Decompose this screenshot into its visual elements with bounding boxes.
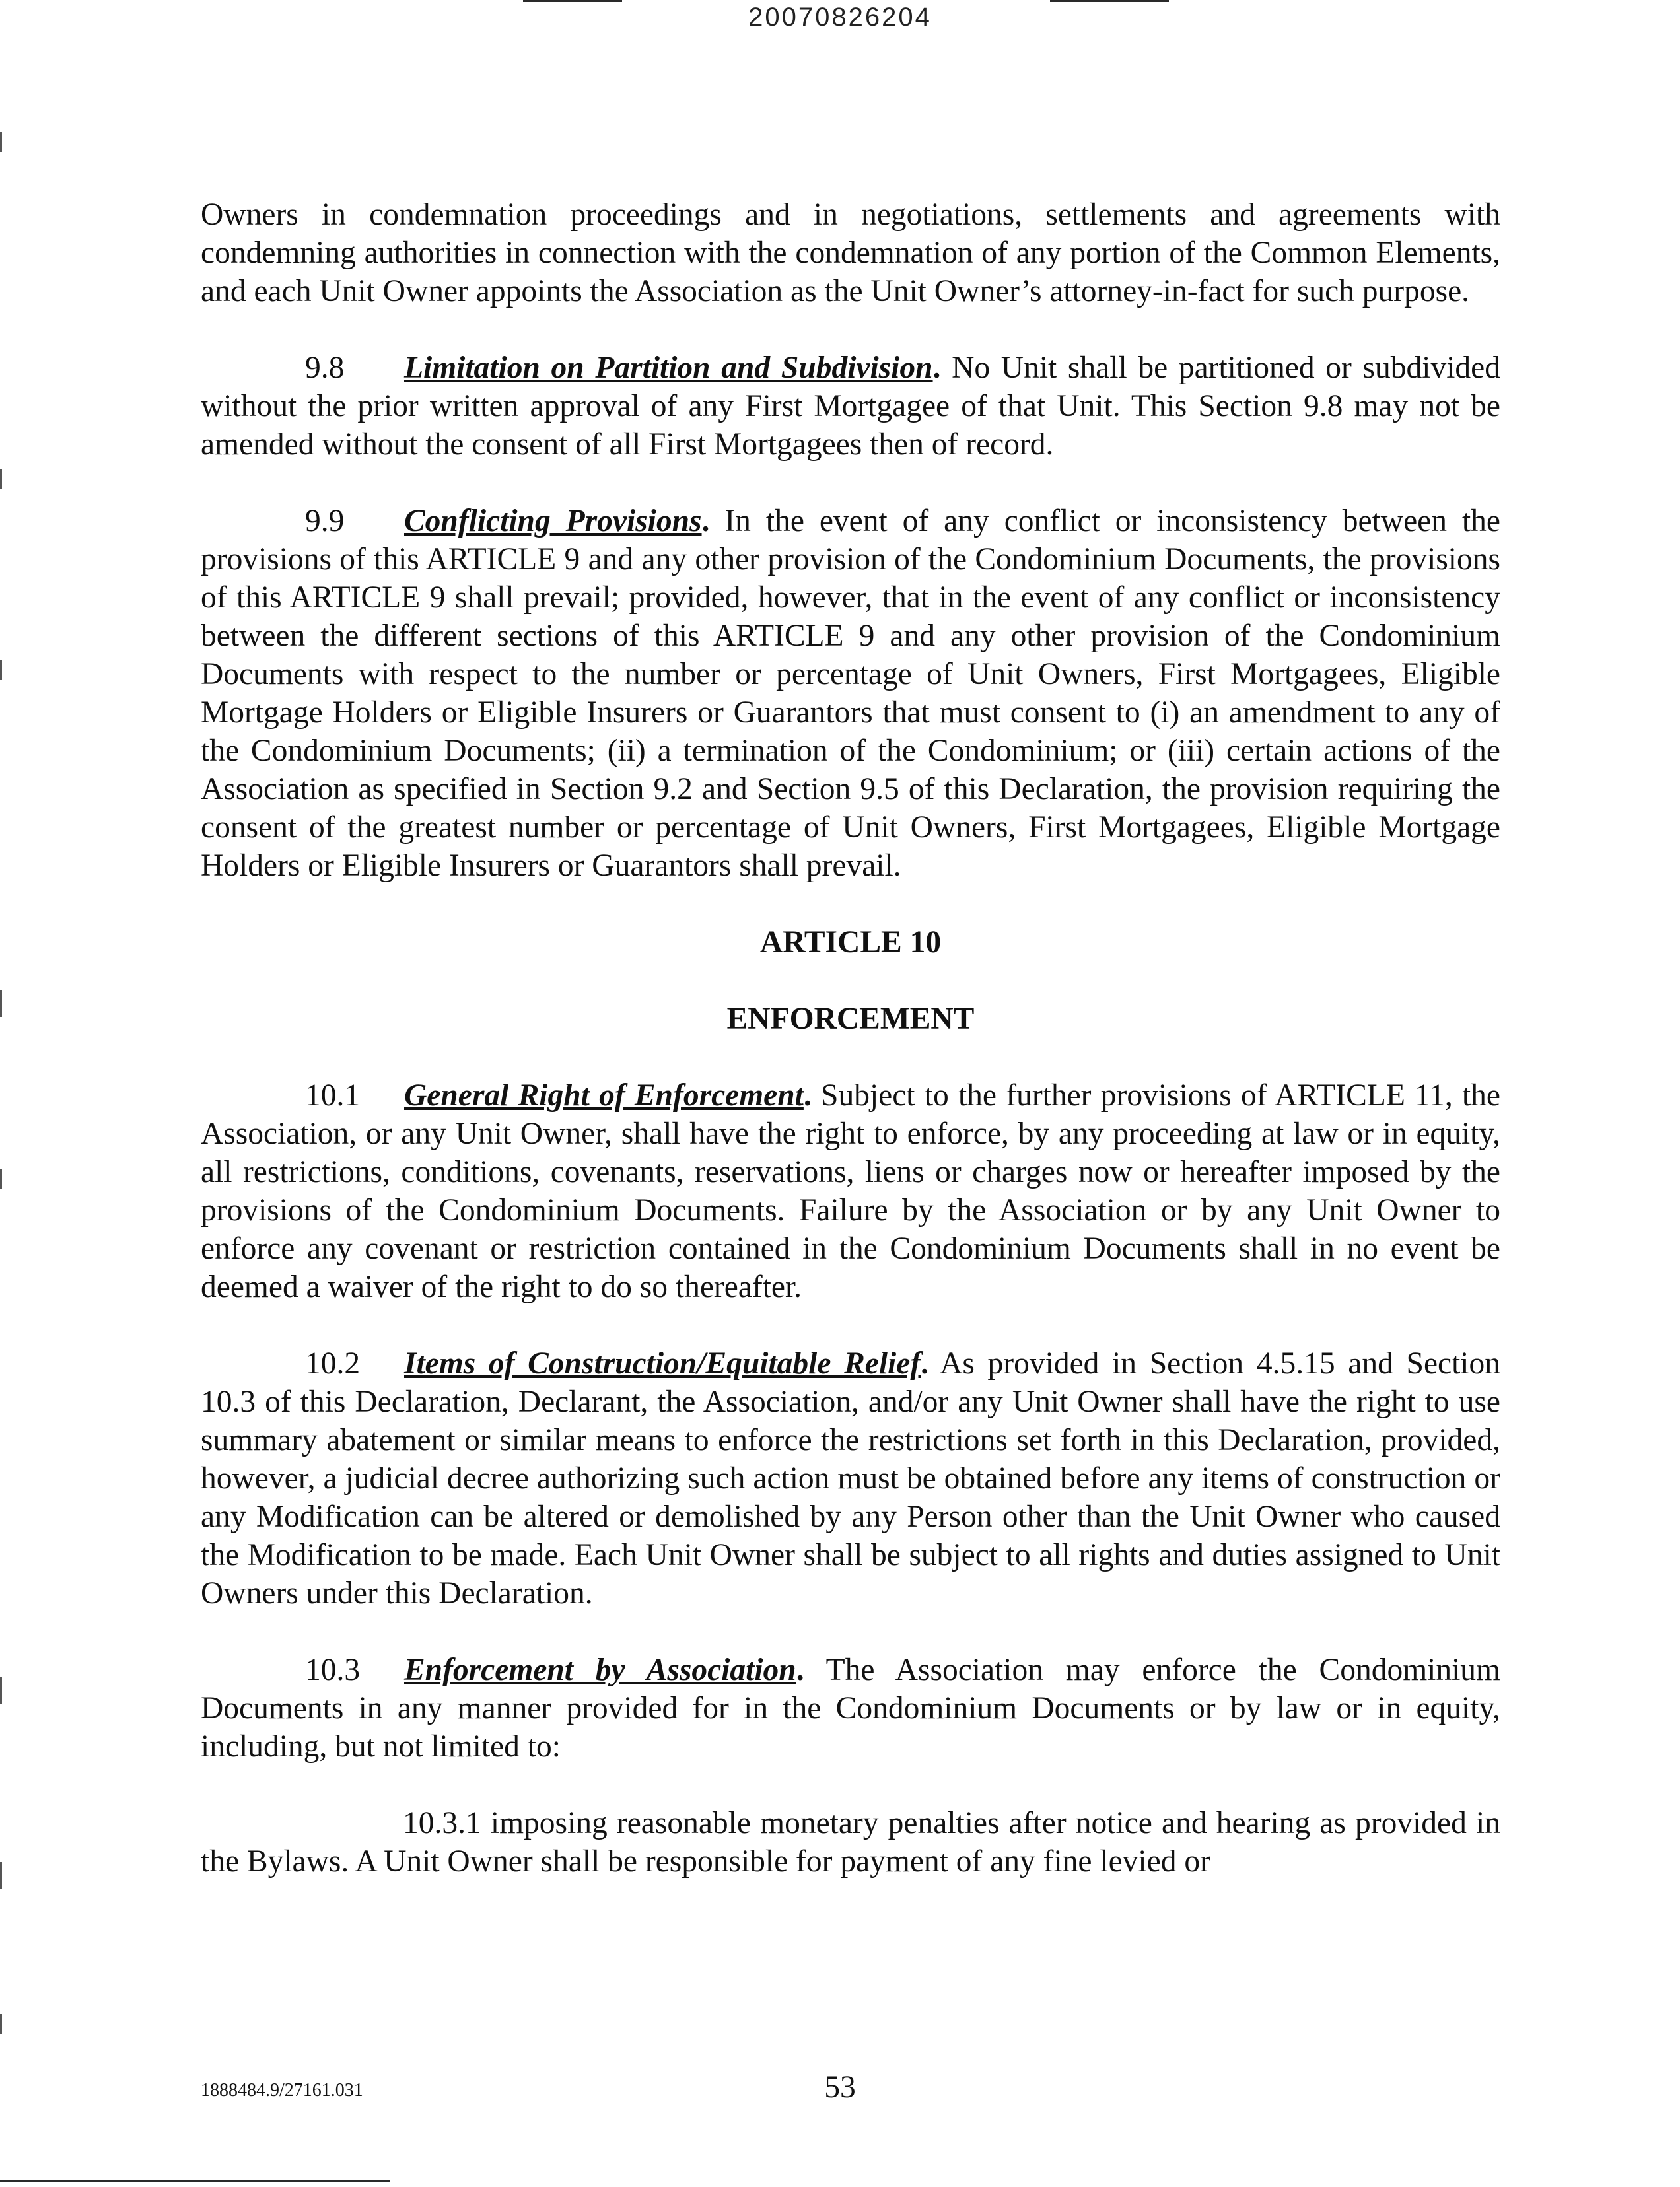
section-title: General Right of Enforcement: [404, 1078, 804, 1113]
scan-edge-mark: [0, 2014, 2, 2034]
section-number: 10.1: [305, 1078, 361, 1113]
section-10-2: 10.2 Items of Construction/Equitable Relief. As provided in Section 4.5.15 and Section 10.3 of this Declaration, Declarant, the Association, and/or any Unit Owner shall have the right to use summary abatement or similar means to enforce the restrictions set forth in this Declaration, provided, however, a judicial decree authorizing such action must be obtained before any items of construction or any Modification can be altered or demolished by any Person other than the Unit Owner who caused the Modification to be made. Each Unit Owner shall be subject to all rights and duties assigned to Unit Owners under this Declaration.: [201, 1344, 1500, 1613]
article-title: ENFORCEMENT: [726, 1002, 975, 1036]
section-title: Items of Construction/Equitable Relief: [404, 1346, 921, 1381]
document-id: 1888484.9/27161.031: [201, 2080, 363, 2100]
section-number: 9.9: [305, 504, 345, 538]
section-number: 10.2: [305, 1346, 361, 1381]
section-10-1: 10.1 General Right of Enforcement. Subject to the further provisions of ARTICLE 11, the Association, or any Unit Owner, shall have the right to enforce, by any proceeding at law or in equity, all restrictions, conditions, covenants, reservations, liens or charges now or hereafter imposed by the provisions of the Condominium Documents. Failure by the Association or by any Unit Owner to enforce any covenant or restriction contained in the Condominium Documents shall in no event be deemed a waiver of the right to do so thereafter.: [201, 1076, 1500, 1306]
scan-artifact-line: [1050, 0, 1169, 2]
section-title: Limitation on Partition and Subdivision: [404, 351, 933, 385]
recording-number: 20070826204: [748, 3, 932, 32]
section-body: As provided in Section 4.5.15 and Section 10.3 of this Declaration, Declarant, the Association, and/or any Unit Owner shall have the right to use summary abatement or similar means to enforce the restrictions set forth in this Declaration, provided, however, a judicial decree authorizing such action must be obtained before any items of construction or any Modification can be altered or demolished by any Person other than the Unit Owner who caused the Modification to be made. Each Unit Owner shall be subject to all rights and duties assigned to Unit Owners under this Declaration.: [201, 1346, 1501, 1611]
document-body: [201, 195, 1500, 1919]
section-title: Enforcement by Association: [404, 1653, 796, 1687]
scan-edge-mark: [0, 1677, 2, 1704]
section-number: 10.3: [305, 1653, 361, 1687]
scan-artifact-line: [0, 2180, 390, 2182]
section-title: Conflicting Provisions: [404, 504, 702, 538]
section-10-3-1: 10.3.1 imposing reasonable monetary penalties after notice and hearing as provided in the Bylaws. A Unit Owner shall be responsible for payment of any fine levied or: [201, 1806, 1500, 1879]
section-body: Subject to the further provisions of ARTICLE 11, the Association, or any Unit Owner, shall have the right to enforce, by any proceeding at law or in equity, all restrictions, conditions, covenants, reservations, liens or charges now or hereafter imposed by the provisions of the Condominium Documents. Failure by the Association or by any Unit Owner to enforce any covenant or restriction contained in the Condominium Documents shall in no event be deemed a waiver of the right to do so thereafter.: [201, 1078, 1501, 1304]
section-body: No Unit shall be partitioned or subdivided without the prior written approval of any First Mortgagee of that Unit. This Section 9.8 may not be amended without the consent of all First Mortgagees then of record.: [201, 351, 1500, 462]
section-body: The Association may enforce the Condominium Documents in any manner provided for in the Condominium Documents or by law or in equity, including, but not limited to:: [201, 1653, 1501, 1764]
scan-edge-mark: [0, 1169, 2, 1189]
scan-edge-mark: [0, 990, 2, 1017]
section-body: In the event of any conflict or inconsistency between the provisions of this ARTICLE 9 and any other provision of the Condominium Documents, the provisions of this ARTICLE 9 shall prevail; provided, however, that in the event of any conflict or inconsistency between the different sections of this ARTICLE 9 and any other provision of the Condominium Documents with respect to the number or percentage of Unit Owners, First Mortgagees, Eligible Mortgage Holders or Eligible Insurers or Guarantors that must consent to (i) an amendment to any of the Condominium Documents; (ii) a termination of the Condominium; or (iii) certain actions of the Association as specified in Section 9.2 and Section 9.5 of this Declaration, the provision requiring the consent of the greatest number or percentage of Unit Owners, First Mortgagees, Eligible Mortgage Holders or Eligible Insurers or Guarantors shall prevail.: [201, 504, 1500, 883]
section-9-9: 9.9 Conflicting Provisions. In the event of any conflict or inconsistency between the provisions of this ARTICLE 9 and any other provision of the Condominium Documents, the provisions of this ARTICLE 9 shall prevail; provided, however, that in the event of any conflict or inconsistency between the different sections of this ARTICLE 9 and any other provision of the Condominium Documents with respect to the number or percentage of Unit Owners, First Mortgagees, Eligible Mortgage Holders or Eligible Insurers or Guarantors that must consent to (i) an amendment to any of the Condominium Documents; (ii) a termination of the Condominium; or (iii) certain actions of the Association as specified in Section 9.2 and Section 9.5 of this Declaration, the provision requiring the consent of the greatest number or percentage of Unit Owners, First Mortgagees, Eligible Mortgage Holders or Eligible Insurers or Guarantors shall prevail.: [201, 502, 1500, 885]
section-10-3: 10.3 Enforcement by Association. The Association may enforce the Condominium Documents in any manner provided for in the Condominium Documents or by law or in equity, including, but not limited to:: [201, 1651, 1500, 1766]
continued-paragraph: Owners in condemnation proceedings and in negotiations, settlements and agreements with condemning authorities in connection with the condemnation of any portion of the Common Elements, and each Unit Owner appoints the Association as the Unit Owner’s attorney-in-fact for such purpose.: [201, 197, 1500, 308]
page-number: 53: [824, 2070, 856, 2104]
scan-edge-mark: [0, 1862, 2, 1889]
scan-edge-mark: [0, 660, 2, 680]
scan-edge-mark: [0, 132, 2, 152]
scan-edge-mark: [0, 469, 2, 489]
article-heading: ARTICLE 10: [759, 925, 942, 959]
section-number: 9.8: [305, 351, 345, 385]
scan-artifact-line: [523, 0, 622, 2]
section-9-8: 9.8 Limitation on Partition and Subdivision. No Unit shall be partitioned or subdivided without the prior written approval of any First Mortgagee of that Unit. This Section 9.8 may not be amended without the consent of all First Mortgagees then of record.: [201, 349, 1500, 464]
